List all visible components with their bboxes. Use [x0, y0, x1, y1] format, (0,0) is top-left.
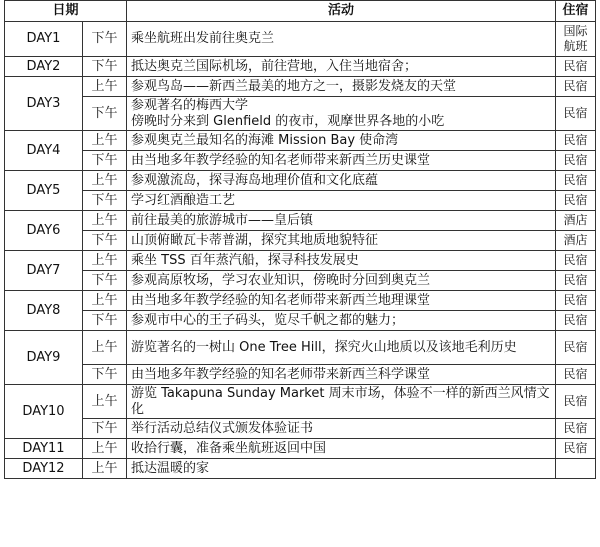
table-row — [5, 331, 596, 365]
day-cell: DAY2 — [5, 57, 83, 77]
period-cell: 上午 — [83, 439, 127, 459]
lodging-cell: 民宿 — [556, 385, 596, 419]
activity-cell: 学习红酒酿造工艺 — [127, 191, 556, 211]
table-row — [5, 251, 596, 271]
lodging-cell: 民宿 — [556, 97, 596, 131]
day-cell: DAY7 — [5, 251, 83, 291]
table-row — [5, 271, 596, 291]
table-row — [5, 291, 596, 311]
activity-cell: 收拾行囊，准备乘坐航班返回中国 — [127, 439, 556, 459]
lodging-cell: 民宿 — [556, 191, 596, 211]
lodging-cell: 民宿 — [556, 271, 596, 291]
period-cell: 下午 — [83, 231, 127, 251]
activity-cell: 参观著名的梅西大学 傍晚时分来到 Glenfield 的夜市，观摩世界各地的小吃 — [127, 97, 556, 131]
table-row — [5, 191, 596, 211]
table-row — [5, 419, 596, 439]
lodging-cell: 民宿 — [556, 331, 596, 365]
lodging-cell: 民宿 — [556, 439, 596, 459]
table-row — [5, 151, 596, 171]
activity-cell: 乘坐 TSS 百年蒸汽船，探寻科技发展史 — [127, 251, 556, 271]
lodging-cell: 民宿 — [556, 419, 596, 439]
period-cell: 上午 — [83, 291, 127, 311]
table-row — [5, 22, 596, 57]
activity-cell: 抵达温暖的家 — [127, 459, 556, 479]
activity-cell: 游览 Takapuna Sunday Market 周末市场，体验不一样的新西兰风情文化 — [127, 385, 556, 419]
period-cell: 下午 — [83, 97, 127, 131]
table-row — [5, 385, 596, 419]
lodging-cell: 民宿 — [556, 291, 596, 311]
period-cell: 上午 — [83, 251, 127, 271]
lodging-cell: 民宿 — [556, 365, 596, 385]
period-cell: 下午 — [83, 365, 127, 385]
table-row — [5, 439, 596, 459]
activity-cell: 抵达奥克兰国际机场，前往营地，入住当地宿舍； — [127, 57, 556, 77]
itinerary-table — [4, 0, 596, 479]
table-row — [5, 231, 596, 251]
day-cell: DAY6 — [5, 211, 83, 251]
lodging-cell: 民宿 — [556, 57, 596, 77]
activity-cell: 参观奥克兰最知名的海滩 Mission Bay 使命湾 — [127, 131, 556, 151]
day-cell: DAY9 — [5, 331, 83, 385]
activity-cell: 由当地多年教学经验的知名老师带来新西兰科学课堂 — [127, 365, 556, 385]
lodging-cell: 民宿 — [556, 77, 596, 97]
table-row — [5, 171, 596, 191]
activity-cell: 参观激流岛，探寻海岛地理价值和文化底蕴 — [127, 171, 556, 191]
activity-cell: 由当地多年教学经验的知名老师带来新西兰地理课堂 — [127, 291, 556, 311]
lodging-cell: 民宿 — [556, 251, 596, 271]
table-row — [5, 459, 596, 479]
table-row — [5, 131, 596, 151]
activity-cell: 山顶俯瞰瓦卡蒂普湖，探究其地质地貌特征 — [127, 231, 556, 251]
period-cell: 上午 — [83, 131, 127, 151]
lodging-cell: 酒店 — [556, 211, 596, 231]
lodging-cell: 民宿 — [556, 131, 596, 151]
table-header — [5, 1, 596, 22]
day-cell: DAY1 — [5, 22, 83, 57]
period-cell: 下午 — [83, 22, 127, 57]
period-cell: 上午 — [83, 211, 127, 231]
period-cell: 下午 — [83, 311, 127, 331]
lodging-cell: 酒店 — [556, 231, 596, 251]
activity-cell: 由当地多年教学经验的知名老师带来新西兰历史课堂 — [127, 151, 556, 171]
lodging-cell: 民宿 — [556, 151, 596, 171]
period-cell: 下午 — [83, 271, 127, 291]
day-cell: DAY3 — [5, 77, 83, 131]
activity-cell: 参观高原牧场，学习农业知识，傍晚时分回到奥克兰 — [127, 271, 556, 291]
lodging-cell: 民宿 — [556, 311, 596, 331]
day-cell: DAY8 — [5, 291, 83, 331]
period-cell: 下午 — [83, 151, 127, 171]
activity-cell: 参观鸟岛——新西兰最美的地方之一，摄影发烧友的天堂 — [127, 77, 556, 97]
table-row — [5, 97, 596, 131]
header-date: 日期 — [5, 1, 127, 22]
table-row — [5, 77, 596, 97]
day-cell: DAY10 — [5, 385, 83, 439]
table-body — [5, 22, 596, 479]
period-cell: 下午 — [83, 57, 127, 77]
header-activity: 活动 — [127, 1, 556, 22]
table-row — [5, 365, 596, 385]
period-cell: 下午 — [83, 191, 127, 211]
day-cell: DAY4 — [5, 131, 83, 171]
period-cell: 下午 — [83, 419, 127, 439]
activity-cell: 举行活动总结仪式颁发体验证书 — [127, 419, 556, 439]
period-cell: 上午 — [83, 385, 127, 419]
activity-cell: 参观市中心的王子码头，览尽千帆之都的魅力； — [127, 311, 556, 331]
table-row — [5, 211, 596, 231]
period-cell: 上午 — [83, 459, 127, 479]
lodging-cell: 国际航班 — [556, 22, 596, 57]
period-cell: 上午 — [83, 77, 127, 97]
day-cell: DAY12 — [5, 459, 83, 479]
lodging-cell — [556, 459, 596, 479]
period-cell: 上午 — [83, 331, 127, 365]
period-cell: 上午 — [83, 171, 127, 191]
table-row — [5, 311, 596, 331]
activity-cell: 乘坐航班出发前往奥克兰 — [127, 22, 556, 57]
activity-cell: 游览著名的一树山 One Tree Hill，探究火山地质以及该地毛利历史 — [127, 331, 556, 365]
table-row — [5, 57, 596, 77]
activity-cell: 前往最美的旅游城市——皇后镇 — [127, 211, 556, 231]
header-lodging: 住宿 — [556, 1, 596, 22]
day-cell: DAY11 — [5, 439, 83, 459]
lodging-cell: 民宿 — [556, 171, 596, 191]
day-cell: DAY5 — [5, 171, 83, 211]
